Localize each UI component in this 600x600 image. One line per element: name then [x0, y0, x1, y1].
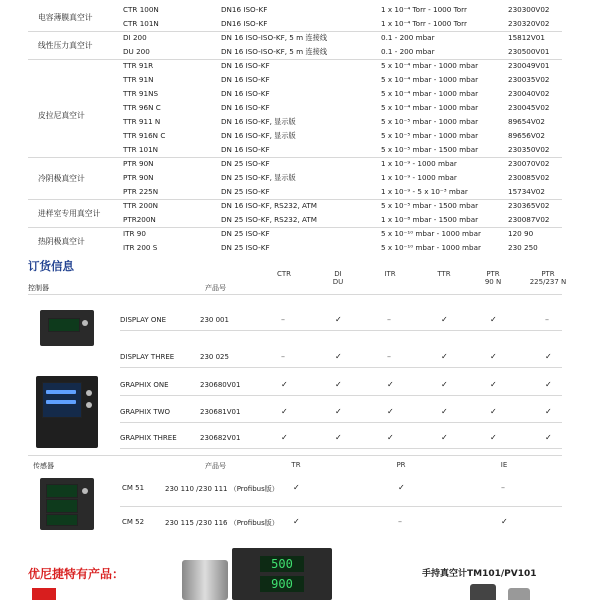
check-mark: ✓ — [293, 483, 300, 492]
handheld-gauge-title: 手持真空计TM101/PV101 — [422, 569, 537, 579]
check-mark: ✓ — [335, 315, 342, 324]
check-mark: ✓ — [387, 433, 394, 442]
table-separator — [28, 157, 562, 158]
part-no-label: 产品号 — [205, 284, 226, 292]
gauge-range: 1 x 10⁻⁴ Torr - 1000 Torr — [381, 19, 467, 28]
controller-col-header-line: 90 N — [484, 278, 502, 286]
gauge-range: 5 x 10⁻⁴ mbar - 1000 mbar — [381, 89, 479, 98]
gauge-model: ITR 90 — [123, 229, 146, 238]
gauge-range: 0.1 - 200 mbar — [381, 33, 435, 42]
gauge-flange: DN 16 ISO-KF — [221, 89, 270, 98]
gauge-row — [28, 227, 562, 241]
controller-code: 230 001 — [200, 316, 229, 324]
gauge-order-code: 89654V02 — [508, 117, 545, 126]
controllers-label: 控制器 — [28, 284, 49, 292]
sensor-col-header: TR — [291, 461, 301, 469]
gauge-order-code: 230035V02 — [508, 75, 550, 84]
dash-mark: – — [281, 352, 285, 361]
cm-sensor-device-image — [40, 478, 94, 530]
sensors-label: 传感器 — [33, 462, 54, 470]
dash-mark: – — [545, 315, 549, 324]
gauge-flange: DN 16 ISO-KF — [221, 145, 270, 154]
gauge-order-code: 89656V02 — [508, 131, 545, 140]
gauge-order-code: 230320V02 — [508, 19, 550, 28]
gauge-order-code: 230045V02 — [508, 103, 550, 112]
gauge-range: 5 x 10⁻⁴ mbar - 1000 mbar — [381, 75, 479, 84]
controller-col-header — [471, 270, 515, 286]
gauge-category: 皮拉尼真空计 — [38, 111, 85, 120]
check-mark: ✓ — [281, 380, 288, 389]
gauge-row — [28, 31, 562, 45]
controller-col-header-line: ITR — [384, 270, 396, 278]
controller-name: GRAPHIX TWO — [120, 408, 171, 416]
controller-name: GRAPHIX ONE — [120, 381, 169, 389]
controller-col-header-line: CTR — [276, 270, 292, 278]
gauge-flange: DN16 ISO-KF — [221, 19, 268, 28]
controller-code: 230 025 — [200, 353, 229, 361]
gauge-flange: DN 25 ISO-KF — [221, 159, 270, 168]
gauge-row — [28, 87, 562, 101]
gauge-order-code: 15812V01 — [508, 33, 545, 42]
graphix-device-image — [36, 376, 98, 448]
check-mark: ✓ — [441, 407, 448, 416]
gauge-range: 5 x 10⁻⁴ mbar - 1000 mbar — [381, 103, 479, 112]
gauge-range: 5 x 10⁻⁵ mbar - 1000 mbar — [381, 117, 479, 126]
display-readout-1: 500 — [260, 556, 304, 572]
table-separator — [28, 31, 562, 32]
gauge-order-code: 230500V01 — [508, 47, 550, 56]
check-mark: ✓ — [441, 352, 448, 361]
gauge-row — [28, 241, 562, 255]
gauge-order-code: 230049V01 — [508, 61, 550, 70]
gauge-order-code: 230085V02 — [508, 173, 550, 182]
handheld-gauge-image-2 — [508, 588, 530, 600]
controller-name: DISPLAY ONE — [120, 316, 167, 324]
gauge-flange: DN 16 ISO-KF, RS232, ATM — [221, 201, 317, 210]
gauge-model: TTR 911 N — [123, 117, 161, 126]
gauge-model: PTR200N — [123, 215, 156, 224]
check-mark: ✓ — [490, 352, 497, 361]
gauge-flange: DN 25 ISO-KF — [221, 243, 270, 252]
controller-col-header-line: PTR — [541, 270, 555, 278]
check-mark: ✓ — [490, 407, 497, 416]
ordering-title: 订货信息 — [28, 259, 74, 273]
gauge-order-code: 230070V02 — [508, 159, 550, 168]
gauge-model: TTR 101N — [123, 145, 159, 154]
controller-code: 230680V01 — [200, 381, 241, 389]
gauge-model: DU 200 — [123, 47, 150, 56]
gauge-flange: DN 16 ISO-KF — [221, 61, 270, 70]
dash-mark: – — [281, 315, 285, 324]
gauge-range: 1 x 10⁻⁹ - 1000 mbar — [381, 173, 457, 182]
gauge-range: 0.1 - 200 mbar — [381, 47, 435, 56]
gauge-row — [28, 143, 562, 157]
gauge-range: 5 x 10⁻⁵ mbar - 1000 mbar — [381, 131, 479, 140]
controller-product-image — [232, 548, 332, 600]
check-mark: ✓ — [387, 407, 394, 416]
check-mark: ✓ — [335, 352, 342, 361]
check-mark: ✓ — [490, 433, 497, 442]
gauge-row — [28, 199, 562, 213]
check-mark: ✓ — [281, 433, 288, 442]
check-mark: ✓ — [490, 380, 497, 389]
dash-mark: – — [398, 517, 402, 526]
row-separator — [120, 506, 562, 507]
gauge-row — [28, 115, 562, 129]
gauge-model: CTR 101N — [123, 19, 159, 28]
gauge-model: TTR 200N — [123, 201, 159, 210]
sensor-col-header: IE — [500, 461, 508, 469]
gauge-flange: DN 16 ISO-KF — [221, 103, 270, 112]
check-mark: ✓ — [501, 517, 508, 526]
dash-mark: – — [387, 315, 391, 324]
gauge-flange: DN 16 ISO-KF, 显示版 — [221, 117, 296, 126]
controller-col-header — [316, 270, 360, 286]
controller-col-header — [422, 270, 466, 278]
gauge-range: 5 x 10⁻⁵ mbar - 1500 mbar — [381, 201, 479, 210]
gauge-order-code: 15734V02 — [508, 187, 545, 196]
gauge-row — [28, 3, 562, 17]
check-mark: ✓ — [387, 380, 394, 389]
sensor-part-no-label: 产品号 — [205, 462, 226, 470]
controller-col-header — [526, 270, 570, 286]
gauge-order-code: 230087V02 — [508, 215, 550, 224]
gauge-model: ITR 200 S — [123, 243, 158, 252]
controller-name: DISPLAY THREE — [120, 353, 175, 361]
gauge-model: CTR 100N — [123, 5, 159, 14]
controller-code: 230681V01 — [200, 408, 241, 416]
check-mark: ✓ — [293, 517, 300, 526]
gauge-range: 1 x 10⁻⁹ - 5 x 10⁻³ mbar — [381, 187, 468, 196]
row-separator — [120, 422, 562, 423]
gauge-range: 1 x 10⁻⁸ mbar - 1500 mbar — [381, 215, 479, 224]
gauge-category: 热阴极真空计 — [38, 237, 85, 246]
controller-col-header-line: DU — [332, 278, 344, 286]
gauge-model: TTR 91NS — [123, 89, 159, 98]
controller-col-header-line: TTR — [437, 270, 451, 278]
gauge-flange: DN 25 ISO-KF, RS232, ATM — [221, 215, 317, 224]
gauge-range: 5 x 10⁻⁵ mbar - 1500 mbar — [381, 145, 479, 154]
check-mark: ✓ — [335, 433, 342, 442]
gauge-range: 5 x 10⁻¹⁰ mbar - 1000 mbar — [381, 243, 481, 252]
gauge-range: 1 x 10⁻⁴ Torr - 1000 Torr — [381, 5, 467, 14]
controller-col-header-line: DI — [334, 270, 342, 278]
gauge-category: 电容薄膜真空计 — [38, 13, 93, 22]
sensor-code: 230 110 /230 111 （Profibus版） — [165, 485, 279, 493]
gauge-row — [28, 73, 562, 87]
gauge-row — [28, 157, 562, 171]
sensor-col-header: PR — [396, 461, 406, 469]
gauge-flange: DN 25 ISO-KF — [221, 187, 270, 196]
gauge-order-code: 120 90 — [508, 229, 534, 238]
gauge-model: DI 200 — [123, 33, 147, 42]
gauge-row — [28, 171, 562, 185]
gauge-model: TTR 96N C — [123, 103, 161, 112]
gauge-category: 进样室专用真空计 — [38, 209, 101, 218]
sensor-code: 230 115 /230 116 （Profibus版） — [165, 519, 279, 527]
unique-products-title: 优尼捷特有产品： — [28, 567, 125, 581]
check-mark: ✓ — [398, 483, 405, 492]
gauge-category: 线性压力真空计 — [38, 41, 93, 50]
row-separator — [120, 448, 562, 449]
gauge-flange: DN 16 ISO-KF, 显示版 — [221, 131, 296, 140]
check-mark: ✓ — [335, 380, 342, 389]
gauge-order-code: 230365V02 — [508, 201, 550, 210]
check-mark: ✓ — [545, 352, 552, 361]
gauge-flange: DN16 ISO-KF — [221, 5, 268, 14]
display-readout-2: 900 — [260, 576, 304, 592]
gauge-order-code: 230 250 — [508, 243, 538, 252]
gauge-flange: DN 25 ISO-KF, 显示版 — [221, 173, 296, 182]
red-accent-bar — [32, 588, 152, 600]
gauge-row — [28, 213, 562, 227]
gauge-model: PTR 225N — [123, 187, 159, 196]
gauge-order-code: 230350V02 — [508, 145, 550, 154]
controller-name: GRAPHIX THREE — [120, 434, 177, 442]
gauge-flange: DN 16 ISO-ISO-KF, 5 m 连接线 — [221, 33, 328, 42]
gauge-flange: DN 16 ISO-KF — [221, 75, 270, 84]
check-mark: ✓ — [545, 407, 552, 416]
controller-col-header-line: 225/237 N — [529, 278, 567, 286]
gauge-row — [28, 185, 562, 199]
gauge-order-code: 230300V02 — [508, 5, 550, 14]
table-separator — [28, 59, 562, 60]
check-mark: ✓ — [545, 380, 552, 389]
gauge-row — [28, 45, 562, 59]
controller-code: 230682V01 — [200, 434, 241, 442]
display-one-device-image — [40, 310, 94, 346]
row-separator — [120, 330, 562, 331]
gauge-range: 5 x 10⁻¹⁰ mbar - 1000 mbar — [381, 229, 481, 238]
gauge-category: 冷阴极真空计 — [38, 174, 85, 183]
handheld-gauge-image — [470, 584, 496, 600]
gauge-range: 1 x 10⁻⁹ - 1000 mbar — [381, 159, 457, 168]
gauge-model: TTR 916N C — [123, 131, 166, 140]
check-mark: ✓ — [335, 407, 342, 416]
dash-mark: – — [387, 352, 391, 361]
controller-col-header-line: PTR — [486, 270, 500, 278]
gauge-product-image — [182, 560, 228, 600]
table-separator — [28, 227, 562, 228]
controller-col-header — [368, 270, 412, 278]
dash-mark: – — [501, 483, 505, 492]
check-mark: ✓ — [281, 407, 288, 416]
gauge-model: TTR 91N — [123, 75, 154, 84]
row-separator — [120, 367, 562, 368]
check-mark: ✓ — [441, 433, 448, 442]
check-mark: ✓ — [490, 315, 497, 324]
check-mark: ✓ — [441, 380, 448, 389]
gauge-model: TTR 91R — [123, 61, 154, 70]
gauge-row — [28, 129, 562, 143]
gauge-model: PTR 90N — [123, 173, 154, 182]
gauge-flange: DN 16 ISO-ISO-KF, 5 m 连接线 — [221, 47, 328, 56]
row-separator — [120, 395, 562, 396]
controller-col-header — [262, 270, 306, 278]
gauge-flange: DN 25 ISO-KF — [221, 229, 270, 238]
gauge-row — [28, 59, 562, 73]
gauge-row — [28, 101, 562, 115]
sensor-name: CM 51 — [122, 484, 145, 492]
gauge-model: PTR 90N — [123, 159, 154, 168]
sensor-name: CM 52 — [122, 518, 145, 526]
gauge-order-code: 230040V02 — [508, 89, 550, 98]
check-mark: ✓ — [441, 315, 448, 324]
gauge-row — [28, 17, 562, 31]
check-mark: ✓ — [545, 433, 552, 442]
gauge-range: 5 x 10⁻⁴ mbar - 1000 mbar — [381, 61, 479, 70]
table-separator — [28, 199, 562, 200]
